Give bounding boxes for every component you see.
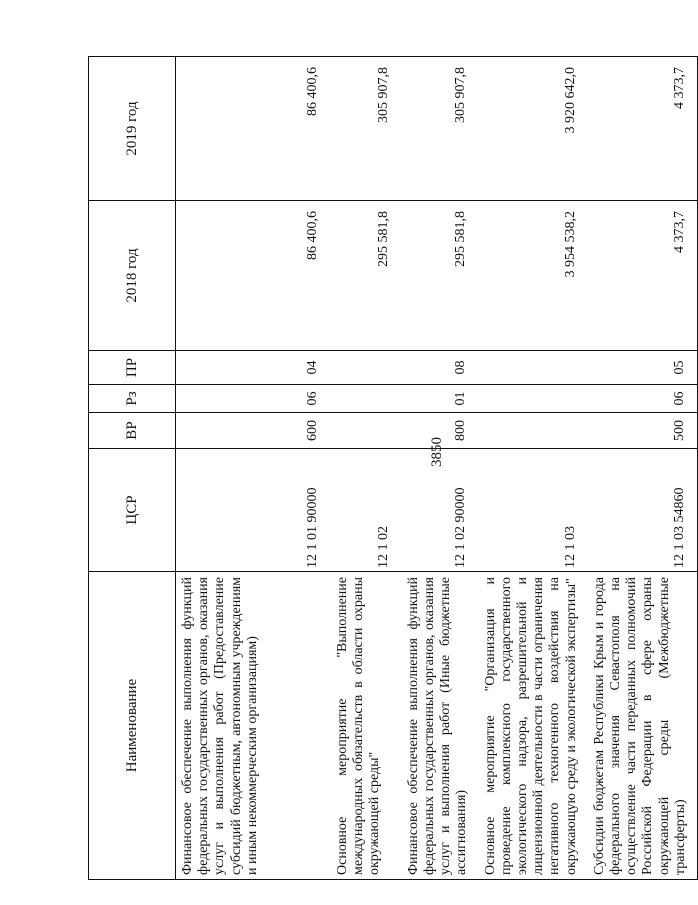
header-row — [89, 57, 176, 880]
row-name: Финансовое обеспечение выполнения функций федеральных государственных органов, оказания услуг и выполнения работ (Иные бюджетные ассигнования) — [402, 572, 479, 880]
header-2019: 2019 год — [89, 57, 176, 201]
row-csr: 12 1 03 — [479, 449, 588, 572]
header-2018: 2018 год — [89, 201, 176, 351]
header-pr: ПР — [89, 351, 176, 385]
header-vr: ВР — [89, 413, 176, 449]
header-name: Наименование — [89, 572, 176, 880]
row-rz: 01 — [402, 385, 479, 413]
row-rz — [479, 385, 588, 413]
row-csr: 12 1 03 54860 — [588, 449, 698, 572]
row-pr: 04 — [176, 351, 331, 385]
row-pr: 05 — [588, 351, 698, 385]
table-row — [176, 57, 331, 880]
row-name: Основное мероприятие "Организация и проведение комплексного государственного экологического надзора, разрешительной и лицензионной деятельности в части ограничения негативного техногенного воздействия на окружающую среду и экологической экспертизы" — [479, 572, 588, 880]
row-vr: 600 — [176, 413, 331, 449]
row-name: Финансовое обеспечение выполнения функций федеральных государственных органов, оказания услуг и выполнения работ (Предоставление субсидий бюджетным, автономным учреждениям и иным некоммерческим организациям) — [176, 572, 331, 880]
row-rz: 06 — [588, 385, 698, 413]
row-rz — [331, 385, 402, 413]
header-rz: Рз — [89, 385, 176, 413]
rotated-page-content — [88, 57, 688, 880]
row-2018: 86 400,6 — [176, 201, 331, 351]
table-body — [176, 57, 698, 880]
row-vr: 800 — [402, 413, 479, 449]
row-vr — [479, 413, 588, 449]
row-pr — [479, 351, 588, 385]
row-csr: 12 1 01 90000 — [176, 449, 331, 572]
row-pr — [331, 351, 402, 385]
row-pr: 08 — [402, 351, 479, 385]
row-vr: 500 — [588, 413, 698, 449]
header-csr: ЦСР — [89, 449, 176, 572]
table-header — [89, 57, 176, 880]
row-name: Субсидии бюджетам Республики Крым и города федерального значения Севастополя на осуществление части переданных полномочий Российской Федерации в сфере охраны окружающей среды (Межбюджетные трансферты) — [588, 572, 698, 880]
table-row — [479, 57, 588, 880]
page-number: 3850 — [429, 437, 445, 467]
table-row — [402, 57, 479, 880]
row-2019: 305 907,8 — [331, 57, 402, 201]
row-2019: 86 400,6 — [176, 57, 331, 201]
row-2018: 3 954 538,2 — [479, 201, 588, 351]
row-csr: 12 1 02 90000 — [402, 449, 479, 572]
table-row — [588, 57, 698, 880]
row-name: Основное мероприятие "Выполнение международных обязательств в области охраны окружающей среды" — [331, 572, 402, 880]
budget-table — [88, 56, 698, 880]
row-2018: 295 581,8 — [331, 201, 402, 351]
row-rz: 06 — [176, 385, 331, 413]
table-row — [331, 57, 402, 880]
row-2018: 295 581,8 — [402, 201, 479, 351]
row-2018: 4 373,7 — [588, 201, 698, 351]
row-2019: 4 373,7 — [588, 57, 698, 201]
row-2019: 305 907,8 — [402, 57, 479, 201]
row-vr — [331, 413, 402, 449]
row-csr: 12 1 02 — [331, 449, 402, 572]
row-2019: 3 920 642,0 — [479, 57, 588, 201]
